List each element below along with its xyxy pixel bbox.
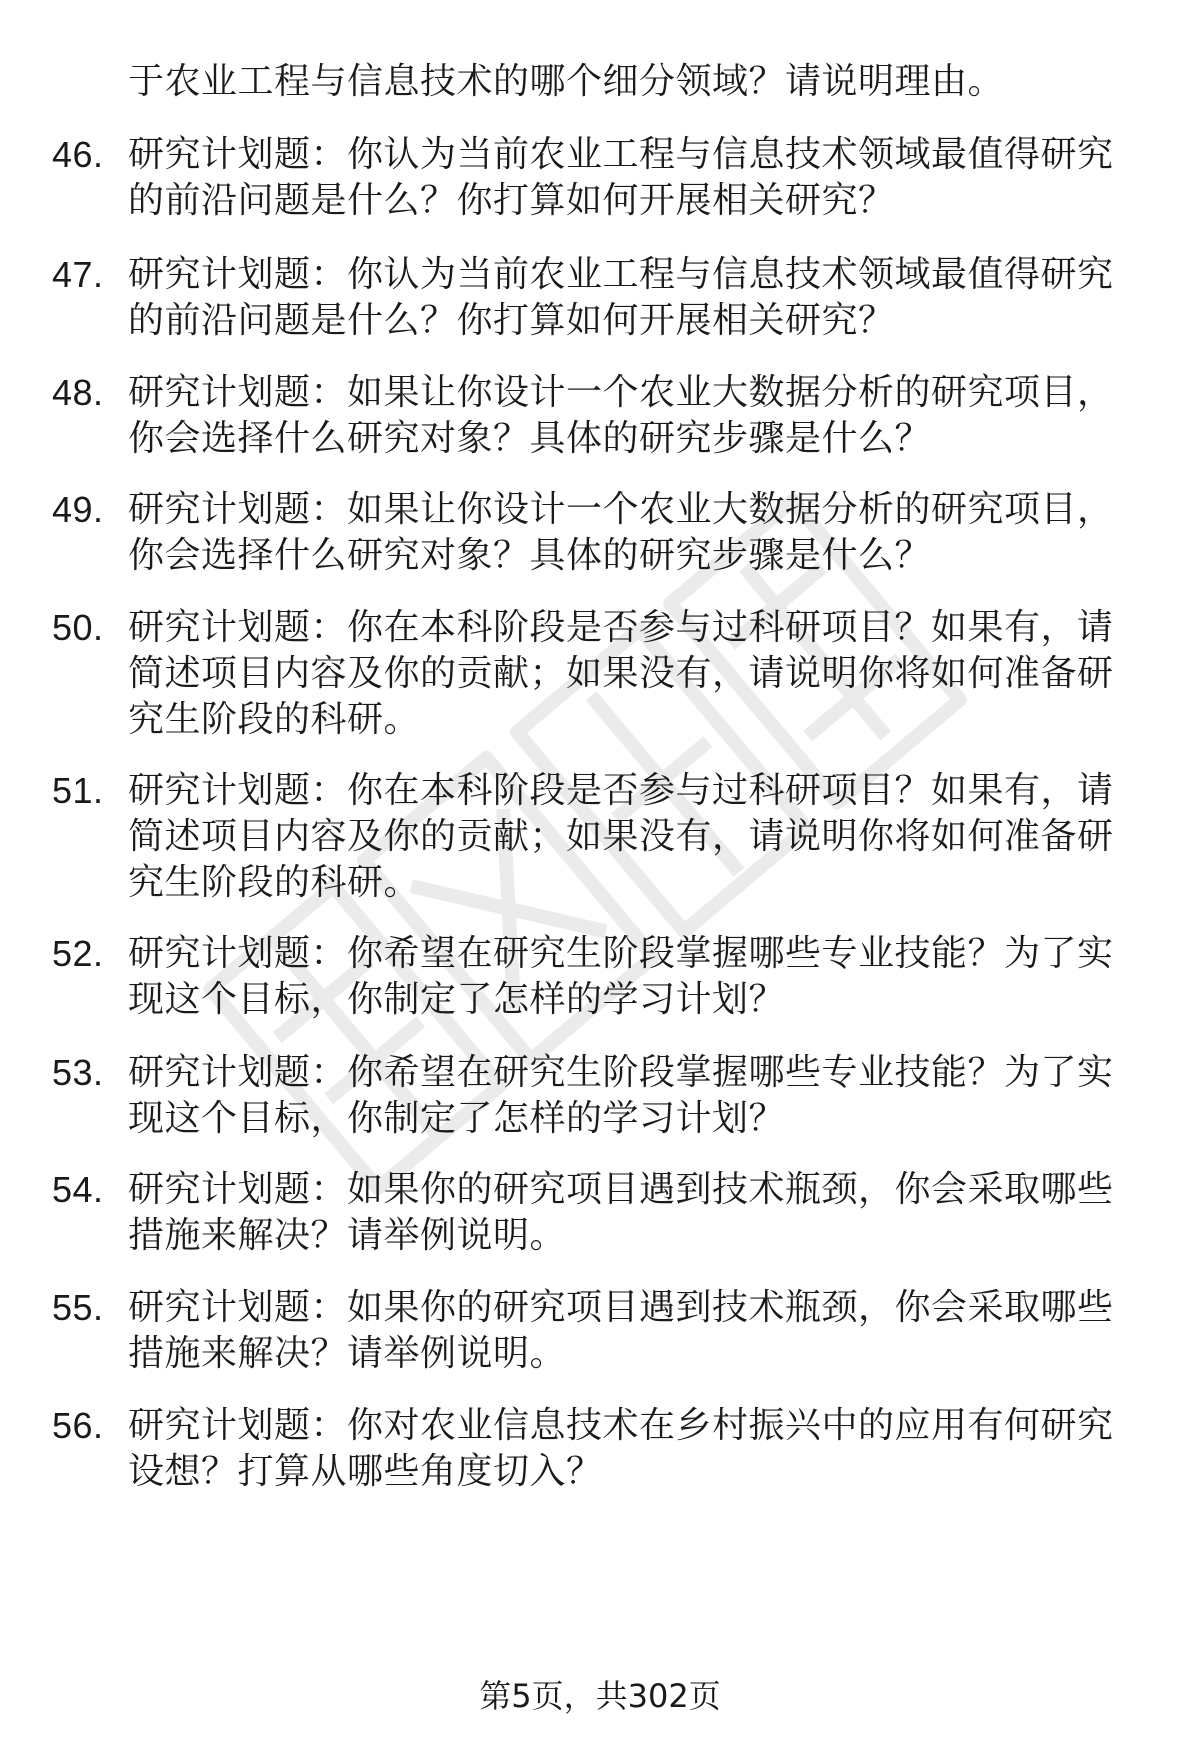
question-text: 研究计划题：你在本科阶段是否参与过科研项目？如果有，请简述项目内容及你的贡献；如果没有，请说明你将如何准备研究生阶段的科研。 [128,770,1114,903]
question-text: 研究计划题：你希望在研究生阶段掌握哪些专业技能？为了实现这个目标，你制定了怎样的学习计划？ [128,933,1114,1020]
question-text: 研究计划题：如果让你设计一个农业大数据分析的研究项目，你会选择什么研究对象？具体的研究步骤是什么？ [128,489,1114,576]
question-number: 49. [52,489,104,530]
question-text: 研究计划题：如果让你设计一个农业大数据分析的研究项目，你会选择什么研究对象？具体的研究步骤是什么？ [128,372,1114,459]
question-number: 52. [52,933,104,974]
question-item [52,1167,1142,1259]
question-number: 47. [52,254,104,295]
question-number: 53. [52,1052,104,1093]
question-number: 48. [52,372,104,413]
question-number: 50. [52,607,104,648]
question-item [52,487,1142,579]
question-item [52,132,1142,224]
question-text: 研究计划题：你认为当前农业工程与信息技术领域最值得研究的前沿问题是什么？你打算如何开展相关研究？ [128,254,1114,341]
question-item [52,252,1142,344]
question-text: 研究计划题：你在本科阶段是否参与过科研项目？如果有，请简述项目内容及你的贡献；如果没有，请说明你将如何准备研究生阶段的科研。 [128,607,1114,740]
question-number: 51. [52,770,104,811]
question-item [52,370,1142,462]
question-number: 56. [52,1405,104,1446]
question-number: 55. [52,1287,104,1328]
question-item [52,931,1142,1023]
question-item [52,1050,1142,1142]
page-number-footer: 第5页，共302页 [479,1677,721,1715]
question-item [52,605,1142,743]
question-number: 46. [52,134,104,175]
continuation-text: 于农业工程与信息技术的哪个细分领域？请说明理由。 [128,61,1005,102]
question-item [52,768,1142,906]
question-text: 研究计划题：如果你的研究项目遇到技术瓶颈，你会采取哪些措施来解决？请举例说明。 [128,1169,1114,1256]
question-number: 54. [52,1169,104,1210]
question-text: 研究计划题：你希望在研究生阶段掌握哪些专业技能？为了实现这个目标，你制定了怎样的学习计划？ [128,1052,1114,1139]
question-item [52,1285,1142,1377]
question-item [52,1403,1142,1495]
question-text: 研究计划题：如果你的研究项目遇到技术瓶颈，你会采取哪些措施来解决？请举例说明。 [128,1287,1114,1374]
question-text: 研究计划题：你对农业信息技术在乡村振兴中的应用有何研究设想？打算从哪些角度切入？ [128,1405,1114,1492]
question-text: 研究计划题：你认为当前农业工程与信息技术领域最值得研究的前沿问题是什么？你打算如何开展相关研究？ [128,134,1114,221]
